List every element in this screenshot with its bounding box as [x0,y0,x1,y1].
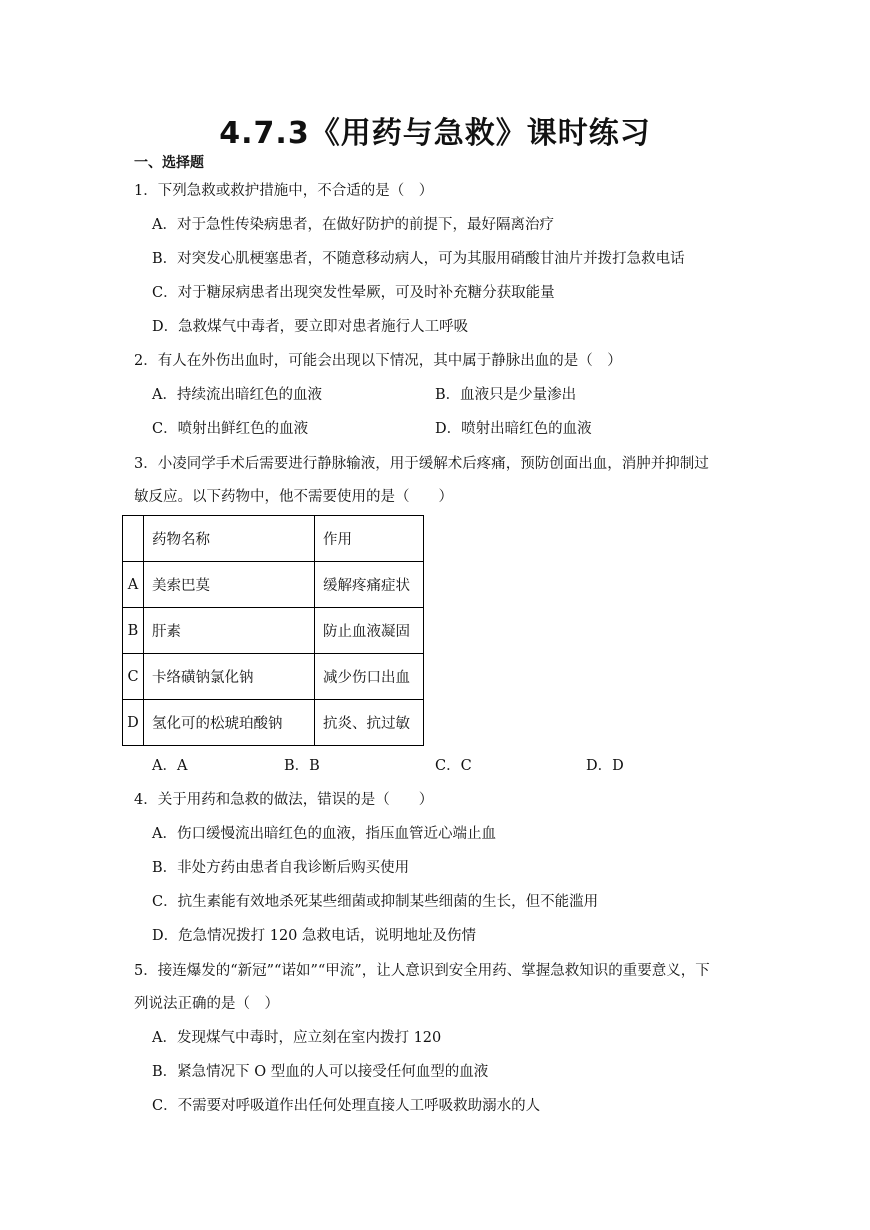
table-cell-drug: 卡络磺钠氯化钠 [144,654,315,700]
table-cell-effect: 缓解疼痛症状 [315,562,424,608]
table-header-row [123,516,424,562]
q5-option-c: C．不需要对呼吸道作出任何处理直接人工呼吸救助溺水的人 [152,1098,541,1114]
q4-option-a: A．伤口缓慢流出暗红色的血液，指压血管近心端止血 [152,826,496,842]
q3-option-a: A．A [152,758,188,774]
q3-option-b: B．B [284,758,320,774]
table-cell-effect: 防止血液凝固 [315,608,424,654]
q5-option-b: B．紧急情况下 O 型血的人可以接受任何血型的血液 [152,1064,489,1080]
q3-option-c: C．C [435,758,472,774]
table-cell-letter: D [123,700,144,746]
q2-option-a: A．持续流出暗红色的血液 [152,387,322,403]
q5-option-a: A．发现煤气中毒时，应立刻在室内拨打 120 [152,1030,442,1046]
q4-option-d: D．危急情况拨打 120 急救电话，说明地址及伤情 [152,928,477,944]
table-cell-letter: B [123,608,144,654]
table-cell-effect: 抗炎、抗过敏 [315,700,424,746]
page-title: 4.7.3《用药与急救》课时练习 [219,116,651,151]
table-header-drug-name: 药物名称 [144,516,315,562]
q1-option-a: A．对于急性传染病患者，在做好防护的前提下，最好隔离治疗 [152,217,554,233]
q3-stem-line2: 敏反应。以下药物中，他不需要使用的是（ ） [134,489,453,505]
table-cell-drug: 美索巴莫 [144,562,315,608]
q2-stem: 2．有人在外伤出血时，可能会出现以下情况，其中属于静脉出血的是（ ） [134,353,622,369]
table-cell-drug: 氢化可的松琥珀酸钠 [144,700,315,746]
q1-option-b: B．对突发心肌梗塞患者，不随意移动病人，可为其服用硝酸甘油片并拨打急救电话 [152,251,685,267]
table-cell-effect: 减少伤口出血 [315,654,424,700]
section-heading: 一、选择题 [134,155,204,171]
table-header-effect: 作用 [315,516,424,562]
q4-stem: 4．关于用药和急救的做法，错误的是（ ） [134,792,434,808]
q2-option-c: C．喷射出鲜红色的血液 [152,421,309,437]
table-cell-letter: C [123,654,144,700]
q5-stem-line1: 5．接连爆发的“新冠”“诺如”“甲流”，让人意识到安全用药、掌握急救知识的重要意义，下 [134,963,710,979]
q1-option-d: D．急救煤气中毒者，要立即对患者施行人工呼吸 [152,319,469,335]
q4-option-c: C．抗生素能有效地杀死某些细菌或抑制某些细菌的生长，但不能滥用 [152,894,599,910]
q4-option-b: B．非处方药由患者自我诊断后购买使用 [152,860,410,876]
drug-table [122,515,424,746]
table-cell [123,516,144,562]
q1-stem: 1．下列急救或救护措施中，不合适的是（ ） [134,183,434,199]
table-row [123,562,424,608]
q2-option-b: B．血液只是少量渗出 [435,387,577,403]
table-cell-letter: A [123,562,144,608]
table-row [123,700,424,746]
q1-option-c: C．对于糖尿病患者出现突发性晕厥，可及时补充糖分获取能量 [152,285,555,301]
table-row [123,654,424,700]
q5-stem-line2: 列说法正确的是（ ） [134,996,279,1012]
table-row [123,608,424,654]
q3-option-d: D．D [586,758,624,774]
q2-option-d: D．喷射出暗红色的血液 [435,421,592,437]
q3-stem-line1: 3．小凌同学手术后需要进行静脉输液，用于缓解术后疼痛，预防创面出血，消肿并抑制过 [134,456,709,472]
table-cell-drug: 肝素 [144,608,315,654]
